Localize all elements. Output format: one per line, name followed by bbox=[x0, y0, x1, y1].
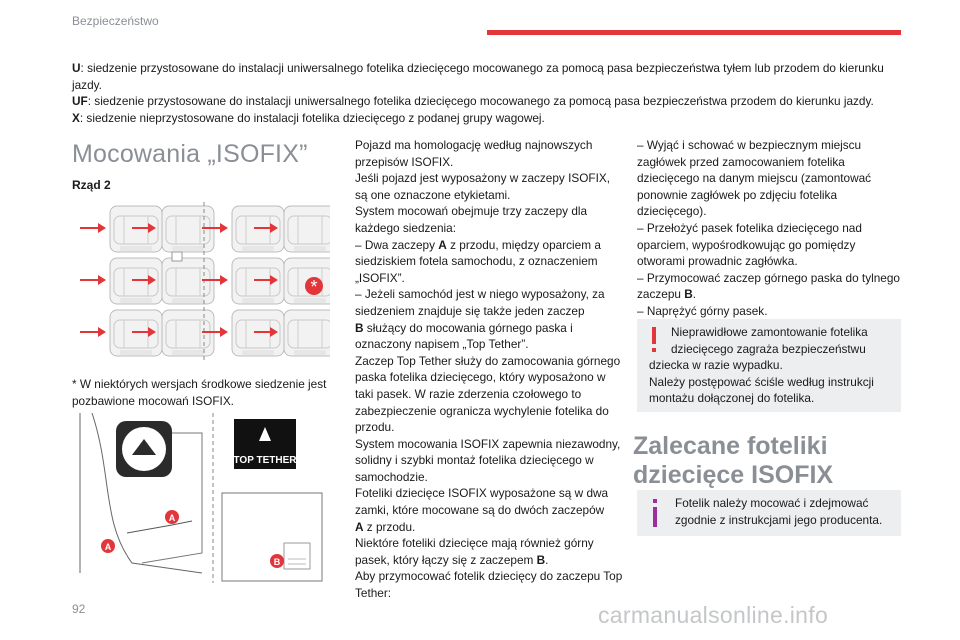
asterisk-mark: * bbox=[310, 277, 318, 297]
list-item: – Wyjąć i schować w bezpiecznym miejscu zagłówek przed zamocowaniem fotelika dziecięcego na danym miejscu (zamontować ponownie zagłówek po zdjęciu fotelika dziecięcego). bbox=[637, 138, 872, 219]
list-item: – Jeżeli samochód jest w niego wyposażony, za siedzeniem znajduje się także jeden zaczep B służący do mocowania górnego paska i oznaczony napisem „Top Tether”. bbox=[355, 287, 605, 352]
section-label: Bezpieczeństwo bbox=[72, 14, 159, 28]
isofix-seat-diagram bbox=[72, 200, 330, 362]
left-bench bbox=[110, 206, 214, 356]
isofix-anchor-illustration bbox=[72, 413, 328, 583]
warning-box bbox=[637, 319, 901, 412]
paragraph: Jeśli pojazd jest wyposażony w zaczepy ISOFIX, są one oznaczone etykietami. bbox=[355, 171, 611, 202]
info-box bbox=[637, 490, 901, 536]
seat-note: * W niektórych wersjach środkowe siedzenie jest pozbawione mocowań ISOFIX. bbox=[72, 377, 327, 408]
info-icon bbox=[651, 499, 659, 527]
list-item: – Przełożyć pasek fotelika dziecięcego nad oparciem, wypośrodkowując go pomiędzy otworami prowadnic zagłówka. bbox=[637, 220, 862, 269]
warning-text: Nieprawidłowe zamontowanie fotelika dziecięcego zagraża bezpieczeństwu dziecka w razie wypadku. Należy postępować ściśle według instrukcji montażu dołączonej do fotelika. bbox=[649, 325, 874, 406]
list-item: – Dwa zaczepy A z przodu, między oparciem a siedziskiem fotela samochodu, z oznaczeniem „ISOFIX”. bbox=[355, 237, 601, 285]
label-a-lower: A bbox=[104, 542, 112, 552]
row-label: Rząd 2 bbox=[72, 178, 111, 192]
paragraph: System mocowań obejmuje trzy zaczepy dla każdego siedzenia: bbox=[355, 204, 588, 235]
paragraph: System mocowania ISOFIX zapewnia niezawodny, solidny i szybki montaż fotelika dziecięcego w samochodzie. bbox=[355, 436, 621, 484]
isofix-heading: Mocowania „ISOFIX” bbox=[72, 140, 308, 168]
paragraph: Aby przymocować fotelik dziecięcy do zaczepu Top Tether: bbox=[355, 569, 623, 601]
page-number: 92 bbox=[72, 602, 86, 616]
list-item: – Przymocować zaczep górnego paska do tylnego zaczepu B. bbox=[637, 270, 900, 302]
legend-uf: UF: siedzenie przystosowane do instalacji uniwersalnego fotelika dziecięcego mocowanego za pomocą pasa bezpieczeństwa przodem do kierunku jazdy. bbox=[72, 94, 874, 109]
watermark: carmanualsonline.info bbox=[598, 602, 829, 628]
label-a-upper: A bbox=[168, 513, 176, 523]
list-item: – Naprężyć górny pasek. bbox=[637, 303, 768, 318]
top-tether-badge: TOP TETHER bbox=[233, 455, 297, 466]
isofix-description bbox=[355, 137, 623, 602]
info-text: Fotelik należy mocować i zdejmować zgodnie z instrukcjami jego producenta. bbox=[675, 496, 883, 527]
paragraph: Foteliki dziecięce ISOFIX wyposażone są w dwa zamki, które mocowane są do dwóch zaczepów A z przodu. bbox=[355, 486, 609, 534]
header-accent-bar bbox=[487, 30, 901, 35]
legend-x: X: siedzenie nieprzystosowane do instalacji fotelika dziecięcego z podanej grupy wagowej. bbox=[72, 110, 545, 125]
top-tether-steps bbox=[637, 137, 903, 320]
paragraph: Pojazd ma homologację według najnowszych przepisów ISOFIX. bbox=[355, 138, 593, 169]
legend-u: U: siedzenie przystosowane do instalacji uniwersalnego fotelika dziecięcego mocowanego za pomocą pasa bezpieczeństwa tyłem lub przodem do kierunku jazdy. bbox=[72, 61, 884, 92]
label-b: B bbox=[273, 557, 281, 567]
seat-codes-legend bbox=[72, 60, 912, 126]
paragraph: Niektóre foteliki dziecięce mają również górny pasek, który łączy się z zaczepem B. bbox=[355, 536, 594, 567]
recommended-seats-heading: Zalecane foteliki dziecięce ISOFIX bbox=[633, 432, 834, 489]
paragraph: Zaczep Top Tether służy do zamocowania górnego paska fotelika dziecięcego, który wyposażono w taki pasek. W razie zderzenia czołowego to zabezpieczenie ogranicza wychylenie fotelika do przodu. bbox=[355, 353, 621, 435]
